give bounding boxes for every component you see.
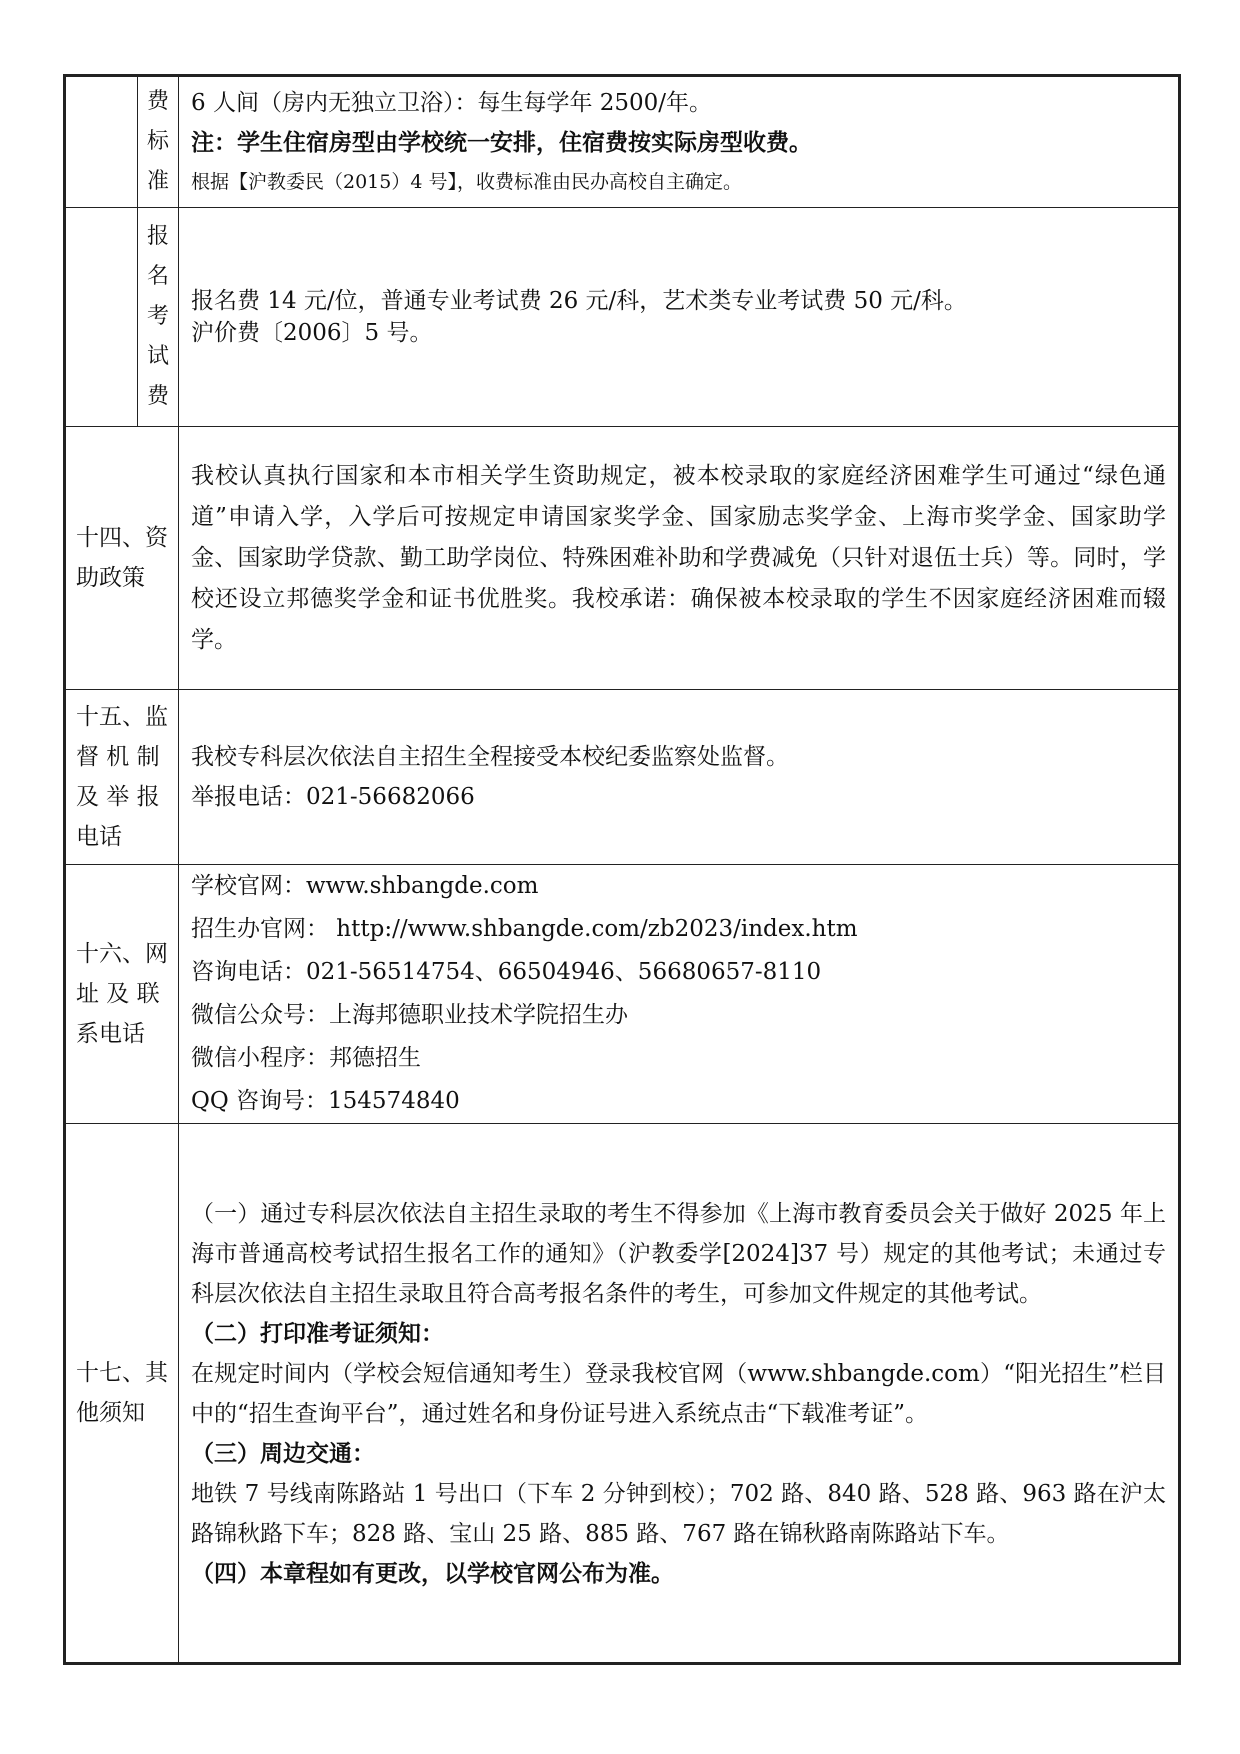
label-char: 试 [146, 344, 169, 369]
exam-fee-doc: 沪价费〔2006〕5 号。 [191, 320, 433, 346]
label-line: 十四、资 [76, 525, 168, 551]
fee-standard-row [65, 76, 1180, 208]
exam-fee-content [179, 208, 1180, 427]
label-line: 十五、监 [76, 704, 168, 730]
label-char: 准 [146, 169, 169, 194]
section17-content [179, 1124, 1180, 1664]
consult-phone: 咨询电话：021-56514754、66504946、56680657-8110 [191, 959, 822, 985]
wechat-miniprogram: 微信小程序：邦德招生 [191, 1045, 421, 1071]
label-line: 电话 [76, 824, 122, 850]
school-website: 学校官网：www.shbangde.com [191, 873, 539, 899]
exam-fee-row [65, 208, 1180, 427]
label-line: 及 举 报 [76, 784, 160, 810]
section15-row [65, 690, 1180, 865]
dorm-fee-line: 6 人间（房内无独立卫浴）：每生每学年 2500/年。 [191, 90, 713, 116]
notice-item-4: （四）本章程如有更改，以学校官网公布为准。 [191, 1561, 674, 1587]
fee-basis: 根据【沪教委民（2015）4 号】，收费标准由民办高校自主确定。 [191, 171, 742, 193]
fee-standard-content [179, 76, 1180, 208]
section14-content [179, 427, 1180, 690]
notice-item-2-title: （二）打印准考证须知： [191, 1321, 444, 1347]
fee-standard-label [138, 76, 179, 208]
section16-row [65, 865, 1180, 1124]
section14-row [65, 427, 1180, 690]
label-char: 报 [146, 224, 169, 249]
dorm-note: 注：学生住宿房型由学校统一安排，住宿费按实际房型收费。 [191, 130, 812, 156]
label-char: 费 [146, 89, 169, 114]
admissions-website: 招生办官网： http://www.shbangde.com/zb2023/index.htm [191, 916, 858, 942]
label-char: 考 [146, 304, 169, 329]
aid-policy-text: 我校认真执行国家和本市相关学生资助规定，被本校录取的家庭经济困难学生可通过“绿色通道”申请入学，入学后可按规定申请国家奖学金、国家励志奖学金、上海市奖学金、国家助学金、国家助学贷款、勤工助学岗位、特殊困难补助和学费减免（只针对退伍士兵）等。同时，学校还设立邦德奖学金和证书优胜奖。我校承诺：确保被本校录取的学生不因家庭经济困难而辍学。 [191, 462, 1166, 653]
exam-fee-line: 报名费 14 元/位，普通专业考试费 26 元/科，艺术类专业考试费 50 元/科。 [191, 288, 967, 314]
notice-item-3-text: 地铁 7 号线南陈路站 1 号出口（下车 2 分钟到校）；702 路、840 路、528 路、963 路在沪太路锦秋路下车；828 路、宝山 25 路、885 路、767 路在锦秋路南陈路站下车。 [191, 1481, 1166, 1547]
wechat-account: 微信公众号：上海邦德职业技术学院招生办 [191, 1002, 628, 1028]
exam-fee-label [138, 208, 179, 427]
report-phone: 举报电话：021-56682066 [191, 784, 475, 810]
exam-fee-blank-cell [65, 208, 138, 427]
label-line: 系电话 [76, 1021, 145, 1047]
label-char: 标 [146, 129, 169, 154]
section16-label [65, 865, 179, 1124]
notice-item-2-text: 在规定时间内（学校会短信通知考生）登录我校官网（www.shbangde.com）“阳光招生”栏目中的“招生查询平台”，通过姓名和身份证号进入系统点击“下载准考证”。 [191, 1361, 1166, 1427]
label-char: 费 [146, 384, 169, 409]
section15-content [179, 690, 1180, 865]
section16-content [179, 865, 1180, 1124]
label-char: 名 [146, 264, 169, 289]
notice-item-3-title: （三）周边交通： [191, 1441, 375, 1467]
notice-item-1: （一）通过专科层次依法自主招生录取的考生不得参加《上海市教育委员会关于做好 2025 年上海市普通高校考试招生报名工作的通知》（沪教委学[2024]37 号）规定的其他考试；未通过专科层次依法自主招生录取且符合高考报名条件的考生，可参加文件规定的其他考试。 [191, 1201, 1166, 1307]
label-line: 址 及 联 [76, 981, 160, 1007]
label-line: 督 机 制 [76, 744, 160, 770]
label-line: 十七、其 [76, 1360, 168, 1386]
section17-row [65, 1124, 1180, 1664]
section14-label [65, 427, 179, 690]
supervision-text: 我校专科层次依法自主招生全程接受本校纪委监察处监督。 [191, 744, 789, 770]
label-line: 十六、网 [76, 941, 168, 967]
label-line: 他须知 [76, 1400, 145, 1426]
section15-label [65, 690, 179, 865]
section17-label [65, 1124, 179, 1664]
label-line: 助政策 [76, 565, 145, 591]
admission-table [63, 74, 1181, 1665]
fee-standard-blank-cell [65, 76, 138, 208]
qq-number: QQ 咨询号：154574840 [191, 1088, 460, 1114]
